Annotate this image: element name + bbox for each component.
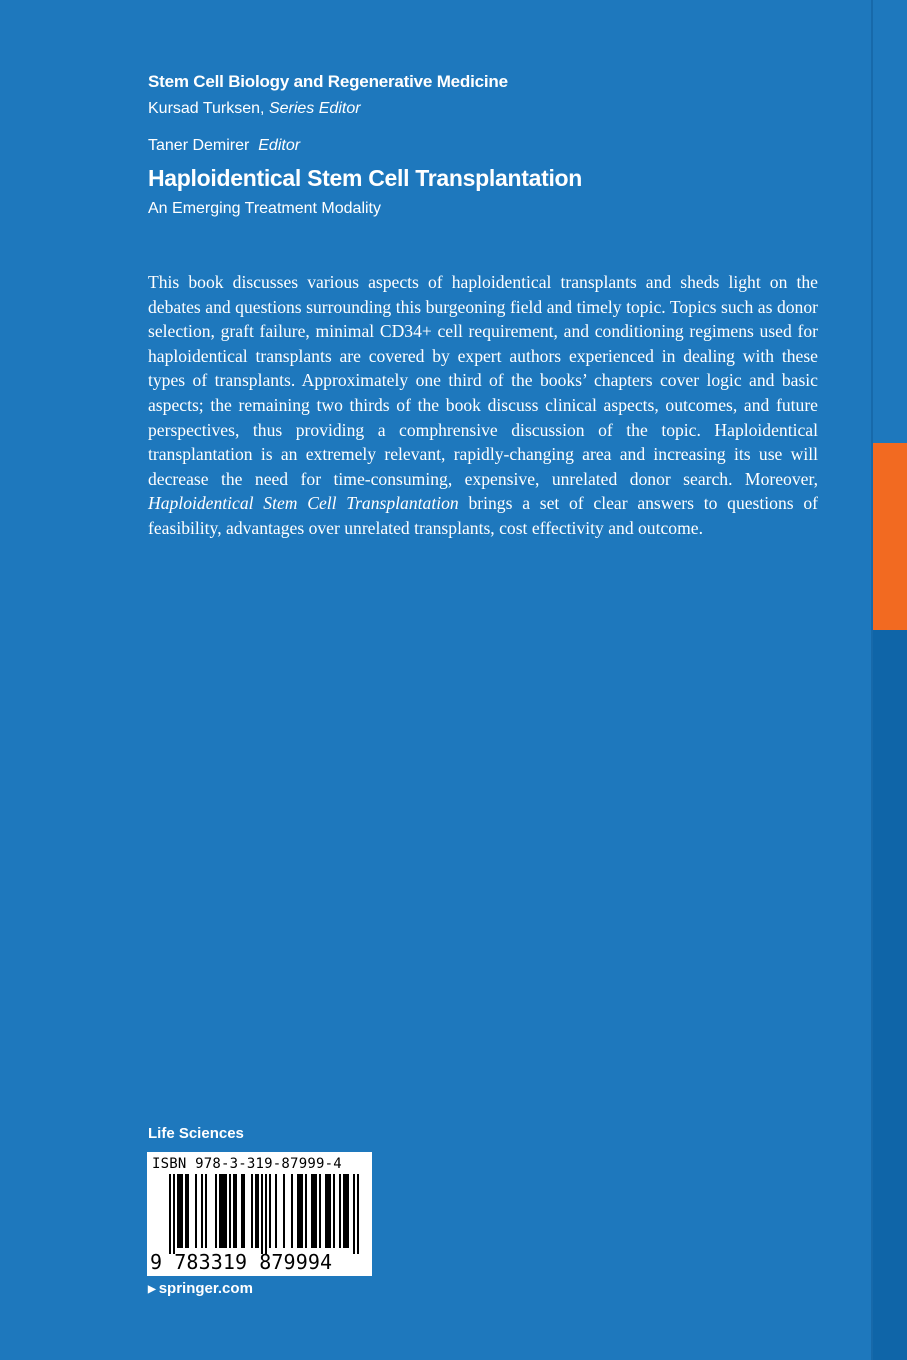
book-title: Haploidentical Stem Cell Transplantation bbox=[148, 165, 583, 191]
barcode-bar bbox=[283, 1174, 285, 1248]
book-editor bbox=[148, 137, 300, 155]
description-part-1: This book discusses various aspects of haploidentical transplants and sheds light on the debates and questions surrounding this burgeoning field and timely topic. Topics such as donor selection, graft failure, minimal CD34+ cell requirement, and conditioning regimens used for haploidentical transplants are covered by expert authors experienced in dealing with these types of transplants. Approximately one third of the books’ chapters cover logic and basic aspects; the remaining two thirds of the book discuss clinical aspects, outcomes, and future perspectives, thus providing a comphrensive discussion of the topic. Haploidentical transplantation is an extremely relevant, rapidly-changing area and increasing its use will decrease the need for time-consuming, expensive, unrelated donor search. Moreover, bbox=[148, 272, 818, 489]
barcode-bar bbox=[241, 1174, 243, 1248]
barcode-bar bbox=[327, 1174, 329, 1248]
barcode-bar bbox=[265, 1174, 267, 1254]
barcode-bar bbox=[223, 1174, 225, 1248]
barcode-bar bbox=[201, 1174, 203, 1248]
series-editor bbox=[148, 100, 361, 118]
barcode-bar bbox=[275, 1174, 277, 1248]
barcode-bar bbox=[343, 1174, 345, 1248]
isbn-barcode bbox=[147, 1152, 372, 1276]
book-description bbox=[148, 270, 818, 541]
barcode-bar bbox=[261, 1174, 263, 1254]
isbn-label: ISBN 978-3-319-87999-4 bbox=[152, 1156, 342, 1172]
barcode-bar bbox=[311, 1174, 313, 1248]
book-subtitle: An Emerging Treatment Modality bbox=[148, 200, 381, 217]
barcode-bar bbox=[187, 1174, 189, 1248]
barcode-bar bbox=[313, 1174, 315, 1248]
barcode-bar bbox=[235, 1174, 237, 1248]
barcode-bar bbox=[185, 1174, 187, 1248]
book-editor-name: Taner Demirer bbox=[148, 137, 250, 154]
barcode-bar bbox=[299, 1174, 301, 1248]
series-editor-name: Kursad Turksen, bbox=[148, 100, 265, 117]
series-editor-role: Series Editor bbox=[268, 100, 361, 117]
barcode-bar bbox=[325, 1174, 327, 1248]
publisher-website[interactable] bbox=[148, 1280, 253, 1297]
website-text: springer.com bbox=[158, 1280, 253, 1297]
barcode-bar bbox=[257, 1174, 259, 1248]
barcode-bar bbox=[297, 1174, 299, 1248]
barcode-bar bbox=[243, 1174, 245, 1248]
description-italic-title: Haploidentical Stem Cell Transplantation bbox=[148, 493, 459, 514]
barcode-bar bbox=[181, 1174, 183, 1248]
barcode-bar bbox=[219, 1174, 221, 1248]
barcode-bar bbox=[301, 1174, 303, 1248]
subject-category: Life Sciences bbox=[148, 1125, 244, 1142]
barcode-bar bbox=[195, 1174, 197, 1248]
barcode-bar bbox=[345, 1174, 347, 1248]
barcode-bar bbox=[251, 1174, 253, 1248]
barcode-bar bbox=[305, 1174, 307, 1248]
barcode-bar bbox=[347, 1174, 349, 1248]
barcode-bar bbox=[333, 1174, 335, 1248]
barcode-bar bbox=[353, 1174, 355, 1254]
barcode-bar bbox=[255, 1174, 257, 1248]
barcode-bar bbox=[329, 1174, 331, 1248]
barcode-bar bbox=[315, 1174, 317, 1248]
barcode-bar bbox=[233, 1174, 235, 1248]
description-part-2: brings a set of clear answers to questions of feasibility, advantages over unrelated transplants, cost effectivity and outcome. bbox=[148, 493, 819, 538]
barcode-bar bbox=[177, 1174, 179, 1248]
barcode-bar bbox=[169, 1174, 171, 1254]
barcode-bar bbox=[173, 1174, 175, 1254]
ean-digits: 9 783319 879994 bbox=[150, 1250, 333, 1274]
series-title: Stem Cell Biology and Regenerative Medicine bbox=[148, 72, 508, 91]
barcode-bar bbox=[269, 1174, 271, 1248]
barcode-bar bbox=[221, 1174, 223, 1248]
barcode-bar bbox=[225, 1174, 227, 1248]
triangle-right-icon: ▶ bbox=[148, 1284, 156, 1295]
barcode-bar bbox=[291, 1174, 293, 1248]
spine-dark-band bbox=[873, 630, 907, 1360]
barcode-bar bbox=[179, 1174, 181, 1248]
book-editor-role: Editor bbox=[258, 137, 301, 154]
barcode-bar bbox=[229, 1174, 231, 1248]
barcode-bar bbox=[319, 1174, 321, 1248]
spine-orange-band bbox=[873, 443, 907, 630]
barcode-bar bbox=[205, 1174, 207, 1248]
barcode-bar bbox=[339, 1174, 341, 1248]
barcode-bar bbox=[215, 1174, 217, 1248]
barcode-bar bbox=[357, 1174, 359, 1254]
